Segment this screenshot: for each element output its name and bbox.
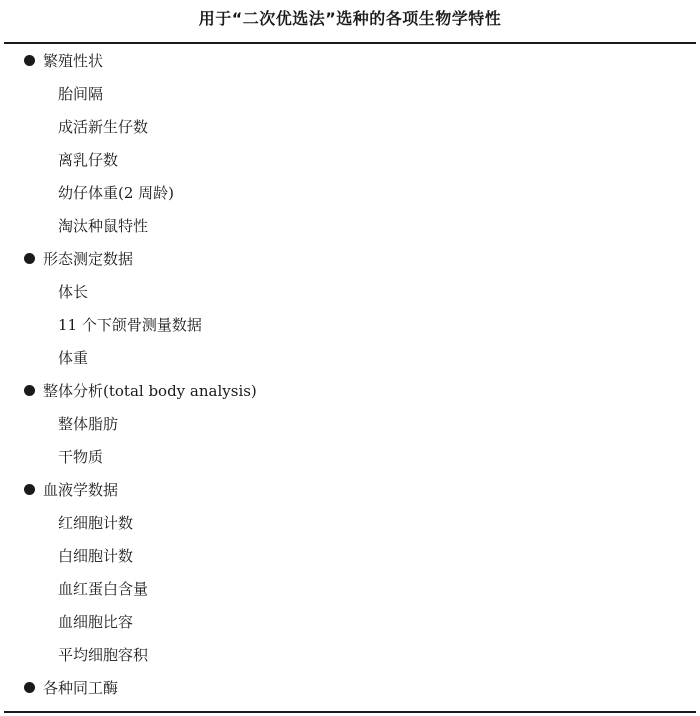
bullet-icon (24, 682, 35, 693)
bullet-icon (24, 385, 35, 396)
trait-item: 体长 (58, 283, 89, 301)
category-item (0, 243, 700, 276)
category-label: 各种同工酶 (43, 679, 119, 697)
trait-list (0, 45, 700, 705)
category-item (0, 375, 700, 408)
trait-item: 幼仔体重(2 周龄) (58, 184, 175, 202)
trait-item: 淘汰种鼠特性 (58, 217, 149, 235)
category-label: 形态测定数据 (43, 250, 134, 268)
trait-item: 成活新生仔数 (58, 118, 149, 136)
trait-item: 体重 (58, 349, 89, 367)
table-title: 用于“二次优选法”选种的各项生物学特性 (198, 9, 502, 28)
trait-item: 血红蛋白含量 (58, 580, 149, 598)
trait-item: 红细胞计数 (58, 514, 134, 532)
trait-item: 干物质 (58, 448, 104, 466)
category-item (0, 474, 700, 507)
category-label: 血液学数据 (43, 481, 119, 499)
category-item (0, 45, 700, 78)
bullet-icon (24, 55, 35, 66)
trait-item: 胎间隔 (58, 85, 104, 103)
trait-item: 整体脂肪 (58, 415, 119, 433)
trait-item: 离乳仔数 (58, 151, 119, 169)
bottom-rule (4, 711, 696, 713)
category-label: 整体分析(total body analysis) (43, 382, 257, 400)
bullet-icon (24, 484, 35, 495)
trait-item: 血细胞比容 (58, 613, 134, 631)
trait-item: 平均细胞容积 (58, 646, 149, 664)
bullet-icon (24, 253, 35, 264)
trait-item: 白细胞计数 (58, 547, 134, 565)
category-label: 繁殖性状 (43, 52, 104, 70)
category-item (0, 672, 700, 705)
top-rule (4, 42, 696, 44)
trait-item: 11 个下颌骨测量数据 (58, 316, 202, 334)
